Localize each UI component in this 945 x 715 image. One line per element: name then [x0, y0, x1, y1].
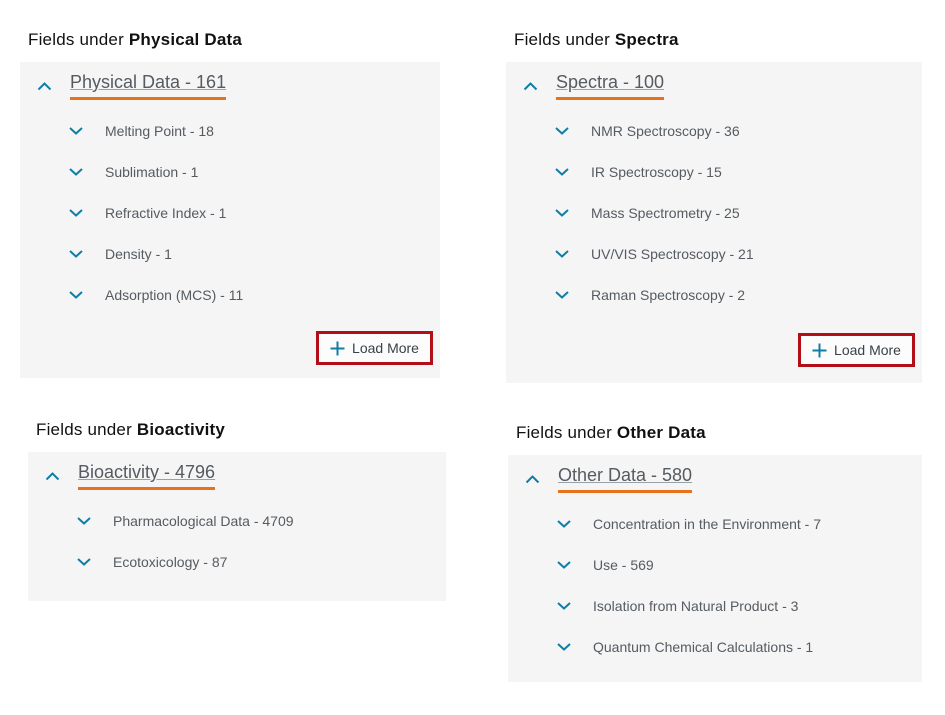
heading-category: Physical Data: [128, 30, 243, 49]
field-item-label: NMR Spectroscopy - 36: [591, 122, 740, 139]
field-item-row[interactable]: [36, 274, 424, 315]
expand-chevron-down-icon[interactable]: [556, 602, 572, 610]
heading-prefix: Fields under: [514, 30, 610, 49]
other-data-section: [508, 423, 922, 682]
field-item-label: Mass Spectrometry - 25: [591, 204, 740, 221]
heading-prefix: Fields under: [28, 30, 124, 49]
section-heading-bioactivity: [36, 420, 446, 443]
field-item-row[interactable]: [524, 503, 906, 544]
expand-chevron-down-icon[interactable]: [554, 209, 570, 217]
load-more-button[interactable]: [801, 336, 912, 364]
field-item-list: [522, 110, 906, 315]
panel-header: [44, 464, 430, 488]
field-item-row[interactable]: [524, 585, 906, 626]
field-item-row[interactable]: [522, 274, 906, 315]
expand-chevron-down-icon[interactable]: [554, 127, 570, 135]
category-link[interactable]: Other Data - 580: [558, 465, 692, 493]
load-more-label: Load More: [352, 340, 419, 356]
field-item-label: Density - 1: [105, 245, 172, 262]
expand-chevron-down-icon[interactable]: [556, 643, 572, 651]
field-item-list: [44, 500, 430, 582]
load-more-highlight-box: [316, 331, 433, 365]
field-item-list: [524, 503, 906, 667]
field-item-label: Isolation from Natural Product - 3: [593, 597, 799, 614]
expand-chevron-down-icon[interactable]: [68, 127, 84, 135]
spectra-panel: [506, 62, 922, 383]
field-item-row[interactable]: [36, 110, 424, 151]
load-more-row: [36, 331, 433, 365]
field-item-label: Quantum Chemical Calculations - 1: [593, 638, 814, 655]
panel-header: [522, 74, 906, 98]
field-item-row[interactable]: [522, 192, 906, 233]
expand-chevron-down-icon[interactable]: [68, 250, 84, 258]
panel-header: [36, 74, 424, 98]
expand-chevron-down-icon[interactable]: [556, 520, 572, 528]
heading-category: Bioactivity: [136, 420, 226, 439]
expand-chevron-down-icon[interactable]: [76, 517, 92, 525]
load-more-highlight-box: [798, 333, 915, 367]
field-item-label: Ecotoxicology - 87: [113, 553, 228, 570]
expand-chevron-down-icon[interactable]: [554, 291, 570, 299]
section-heading-physical-data: [28, 30, 440, 53]
load-more-button[interactable]: [319, 334, 430, 362]
expand-chevron-down-icon[interactable]: [554, 168, 570, 176]
field-item-row[interactable]: [522, 233, 906, 274]
field-item-label: Raman Spectroscopy - 2: [591, 286, 746, 303]
other-data-panel: [508, 455, 922, 682]
field-item-row[interactable]: [36, 192, 424, 233]
field-item-row[interactable]: [522, 110, 906, 151]
field-item-label: Pharmacological Data - 4709: [113, 512, 294, 529]
field-item-row[interactable]: [44, 541, 430, 582]
heading-category: Spectra: [614, 30, 679, 49]
field-item-list: [36, 110, 424, 315]
category-link[interactable]: Spectra - 100: [556, 72, 664, 100]
field-item-label: Use - 569: [593, 556, 654, 573]
field-item-row[interactable]: [522, 151, 906, 192]
heading-prefix: Fields under: [516, 423, 612, 442]
bioactivity-section: [28, 420, 446, 601]
load-more-label: Load More: [834, 342, 901, 358]
expand-chevron-down-icon[interactable]: [68, 168, 84, 176]
field-item-label: Adsorption (MCS) - 11: [105, 286, 244, 303]
expand-chevron-down-icon[interactable]: [76, 558, 92, 566]
load-more-row: [522, 333, 915, 367]
field-item-row[interactable]: [524, 544, 906, 585]
heading-prefix: Fields under: [36, 420, 132, 439]
field-item-label: Refractive Index - 1: [105, 204, 227, 221]
collapse-chevron-up-icon[interactable]: [524, 475, 540, 484]
field-item-label: IR Spectroscopy - 15: [591, 163, 722, 180]
section-heading-spectra: [514, 30, 922, 53]
bioactivity-panel: [28, 452, 446, 601]
expand-chevron-down-icon[interactable]: [68, 291, 84, 299]
plus-icon: [812, 343, 827, 358]
category-link[interactable]: Bioactivity - 4796: [78, 462, 215, 490]
plus-icon: [330, 341, 345, 356]
field-item-label: Sublimation - 1: [105, 163, 199, 180]
field-item-label: Melting Point - 18: [105, 122, 214, 139]
physical-data-section: [20, 30, 440, 378]
field-item-row[interactable]: [524, 626, 906, 667]
section-heading-other-data: [516, 423, 922, 446]
expand-chevron-down-icon[interactable]: [554, 250, 570, 258]
panel-header: [524, 467, 906, 491]
field-item-row[interactable]: [36, 151, 424, 192]
field-item-row[interactable]: [36, 233, 424, 274]
spectra-section: [506, 30, 922, 383]
field-item-row[interactable]: [44, 500, 430, 541]
field-item-label: UV/VIS Spectroscopy - 21: [591, 245, 754, 262]
field-item-label: Concentration in the Environment - 7: [593, 515, 822, 532]
expand-chevron-down-icon[interactable]: [556, 561, 572, 569]
physical-data-panel: [20, 62, 440, 378]
collapse-chevron-up-icon[interactable]: [36, 82, 52, 91]
expand-chevron-down-icon[interactable]: [68, 209, 84, 217]
heading-category: Other Data: [616, 423, 706, 442]
category-link[interactable]: Physical Data - 161: [70, 72, 226, 100]
collapse-chevron-up-icon[interactable]: [522, 82, 538, 91]
collapse-chevron-up-icon[interactable]: [44, 472, 60, 481]
